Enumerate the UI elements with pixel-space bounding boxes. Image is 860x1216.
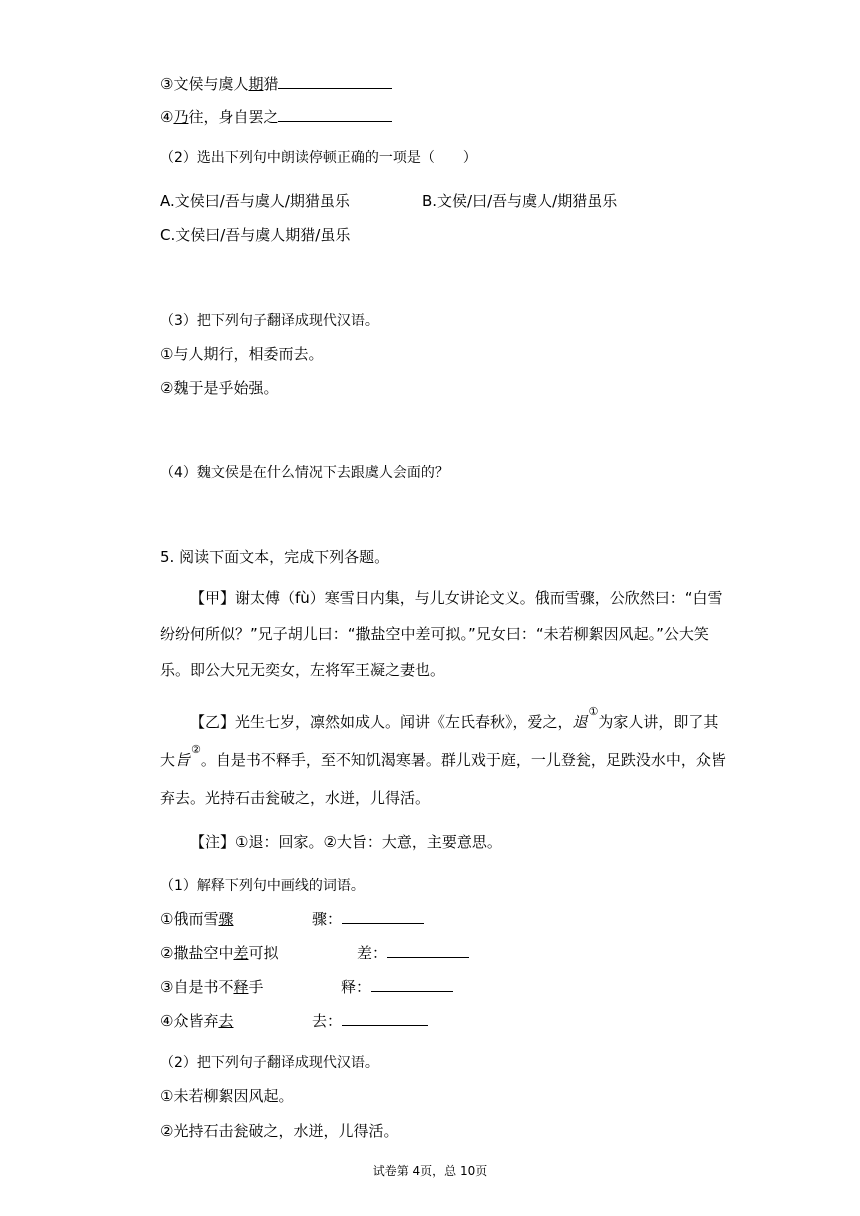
note: 【注】①退：回家。②大旨：大意，主要意思。 [190, 833, 502, 851]
option-c[interactable]: C.文侯曰/吾与虞人期猎/虽乐 [160, 226, 351, 244]
word-answer-1: 骤： [312, 909, 424, 929]
q5-translate-item-1: ①未若柳絮因风起。 [160, 1087, 294, 1105]
footnote-marker: ② [191, 743, 201, 756]
word-item-2: ②撒盐空中差可拟 [160, 944, 279, 962]
word-answer-2: 差： [357, 943, 469, 963]
answer-blank[interactable] [371, 977, 453, 992]
answer-blank[interactable] [387, 943, 469, 958]
translate-item-1: ①与人期行，相委而去。 [160, 345, 324, 363]
q5-sub-question-1: （1）解释下列句中画线的词语。 [160, 878, 365, 894]
underlined-word: 期 [248, 75, 264, 93]
item-4: ④乃往，身自罢之 [160, 107, 392, 127]
sub-question-4: （4）魏文侯是在什么情况下去跟虞人会面的？ [160, 465, 449, 481]
annotated-word: 旨 [175, 751, 191, 769]
answer-blank[interactable] [342, 909, 424, 924]
sub-question-3: （3）把下列句子翻译成现代汉语。 [160, 313, 379, 329]
underlined-word: 乃 [173, 108, 189, 126]
annotated-word: 退 [572, 713, 588, 731]
page-footer: 试卷第 4页，总 10页 [372, 1164, 488, 1178]
answer-blank[interactable] [342, 1011, 428, 1026]
option-b[interactable]: B.文侯/曰/吾与虞人/期猎虽乐 [422, 192, 618, 210]
answer-blank[interactable] [278, 107, 392, 122]
passage-jia: 【甲】谢太傅（fù）寒雪日内集，与儿女讲论文义。俄而雪骤，公欣然曰：“白雪纷纷何所似？”兄子胡儿曰：“撒盐空中差可拟。”兄女曰：“未若柳絮因风起。”公大笑乐。即公大兄无奕女，左将军王凝之妻也。 [160, 589, 723, 679]
word-answer-4: 去： [312, 1011, 428, 1031]
answer-blank[interactable] [278, 74, 392, 89]
item-3: ③文侯与虞人期猎 [160, 74, 392, 94]
q5-sub-question-2: （2）把下列句子翻译成现代汉语。 [160, 1055, 379, 1071]
question-5-title: 5. 阅读下面文本，完成下列各题。 [160, 548, 390, 566]
sub-question-2: （2）选出下列句中朗读停顿正确的一项是（ ） [160, 150, 477, 166]
footnote-marker: ① [588, 705, 599, 718]
underlined-word: 释 [233, 978, 249, 996]
option-a[interactable]: A.文侯曰/吾与虞人/期猎虽乐 [160, 192, 350, 210]
underlined-word: 差 [233, 944, 249, 962]
word-item-3: ③自是书不释手 [160, 978, 264, 996]
word-item-4: ④众皆弃去 [160, 1012, 234, 1030]
word-item-1: ①俄而雪骤 [160, 910, 234, 928]
underlined-word: 骤 [218, 910, 234, 928]
translate-item-2: ②魏于是乎始强。 [160, 379, 279, 397]
word-answer-3: 释： [341, 977, 453, 997]
passage-yi: 【乙】光生七岁，凛然如成人。闻讲《左氏春秋》，爱之，退①为家人讲，即了其大旨②。自是书不释手，至不知饥渴寒暑。群儿戏于庭，一儿登瓮，足跌没水中，众皆弃去。光持石击瓮破之，水迸，儿得活。 [160, 705, 726, 807]
q5-translate-item-2: ②光持石击瓮破之，水迸，儿得活。 [160, 1122, 399, 1140]
underlined-word: 去 [218, 1012, 234, 1030]
